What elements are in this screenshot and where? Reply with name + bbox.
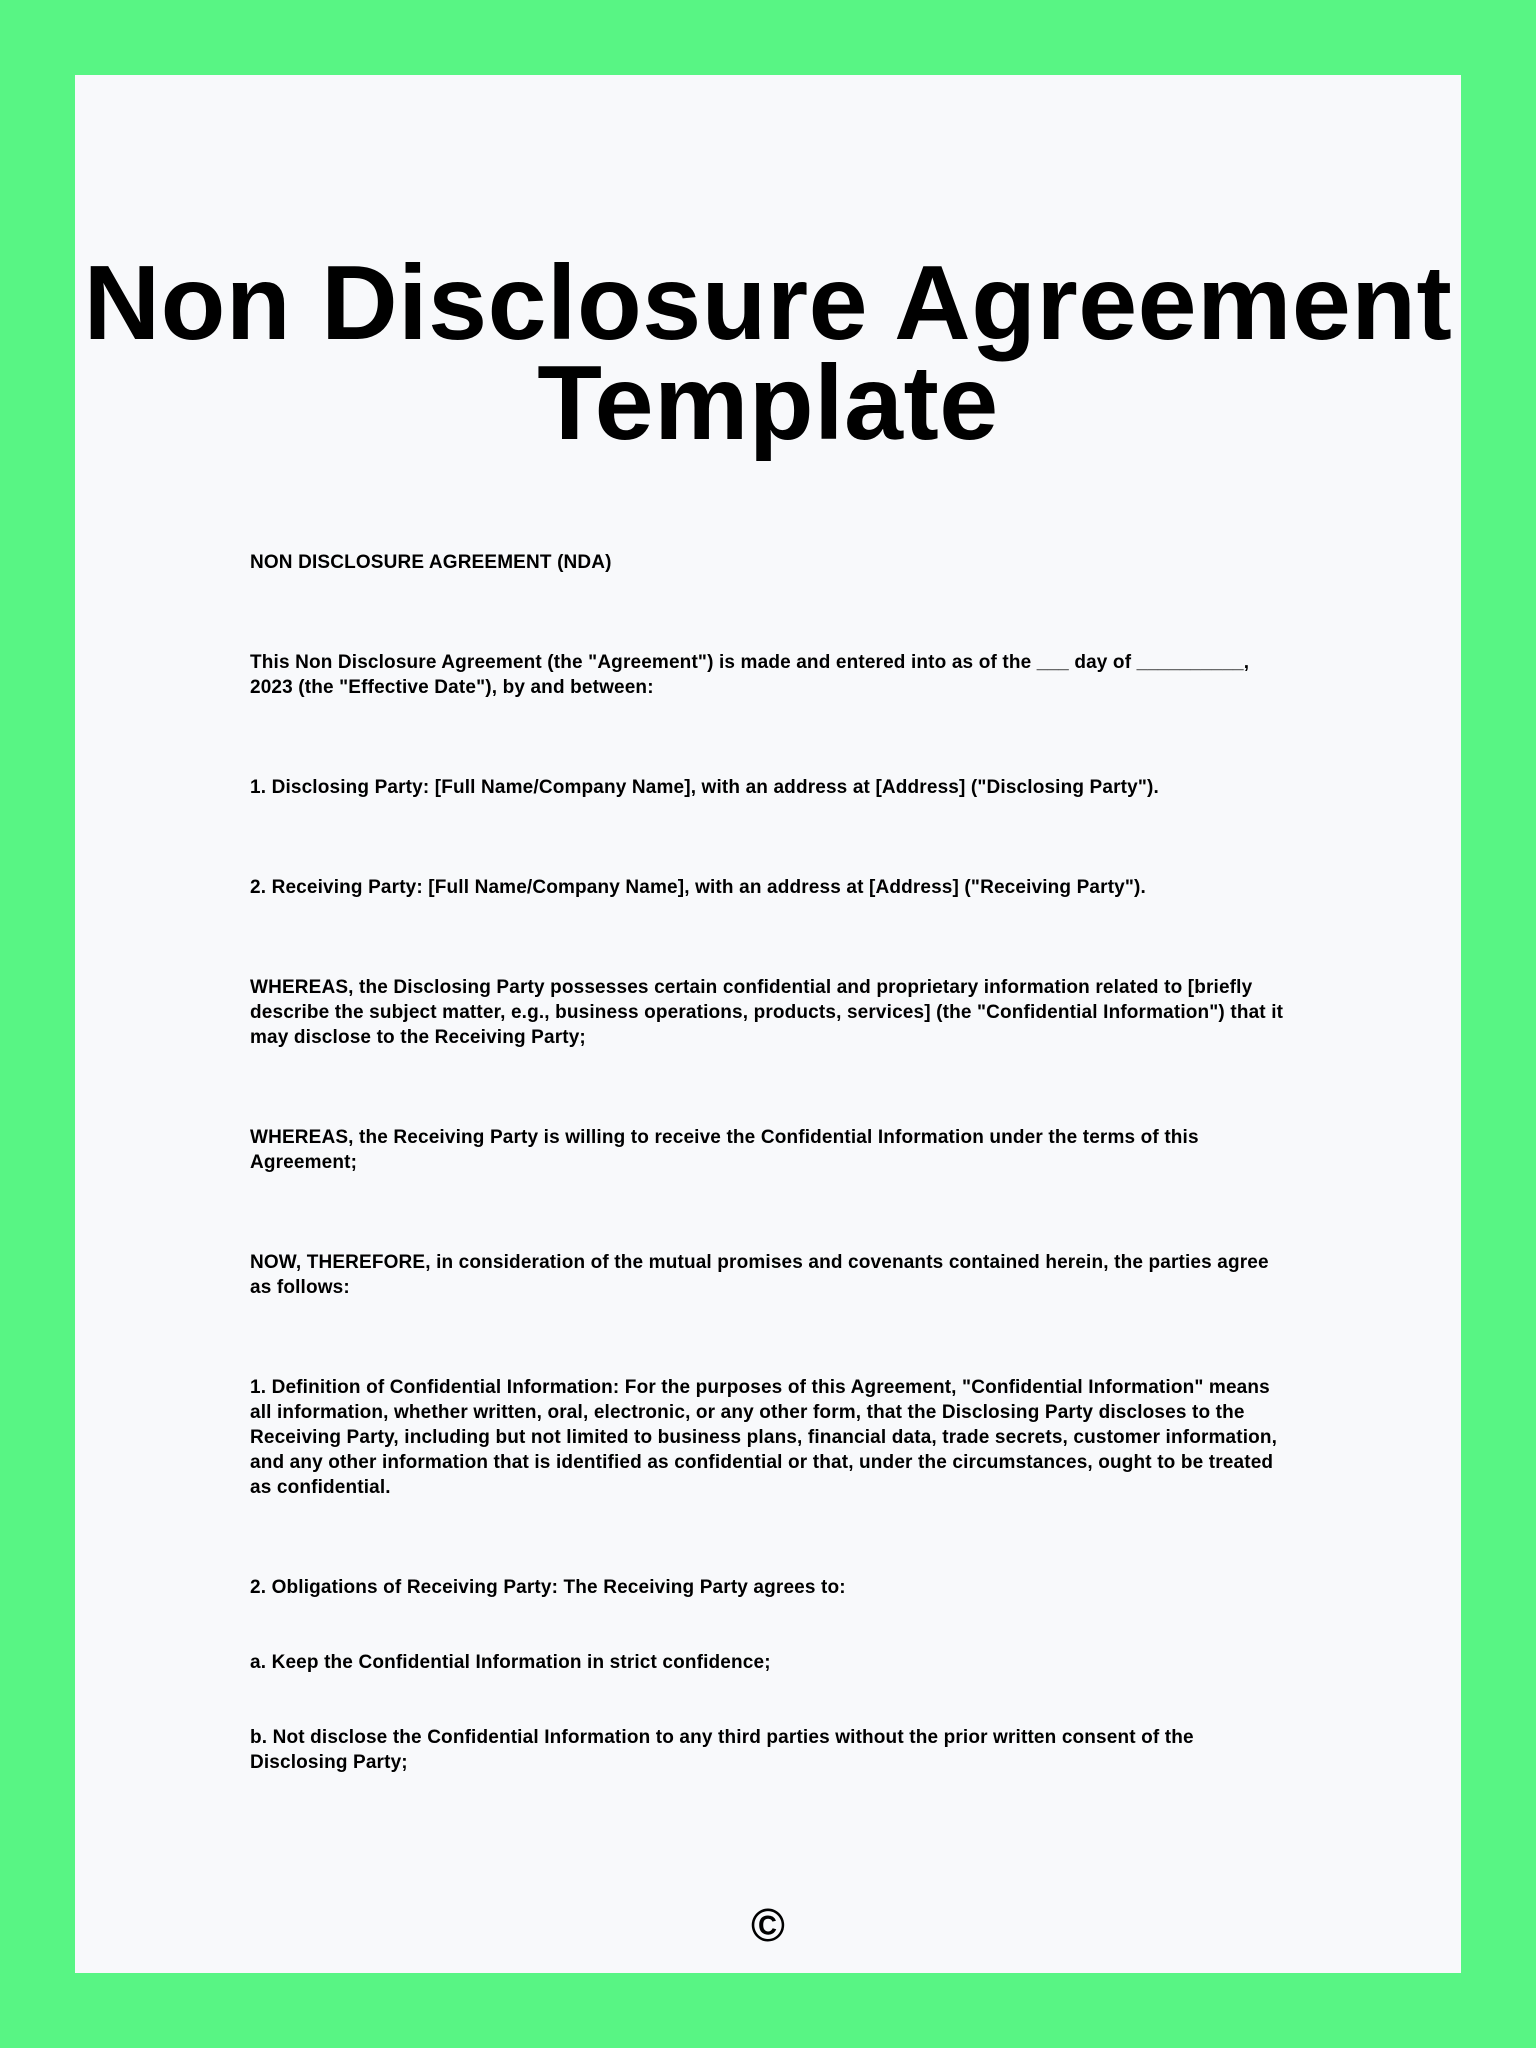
definition-clause: 1. Definition of Confidential Information: For the purposes of this Agreement, "Confidential Information" means all information, whether written, oral, electronic, or any other form, that the Disclosing Party discloses to the Receiving Party, including but not limited to business plans, financial data, trade secrets, customer information, and any other information that is identified as confidential or that, under the circumstances, ought to be treated as confidential.	[250, 1377, 1278, 1498]
document-title	[75, 244, 1461, 462]
whereas-clause-2: WHEREAS, the Receiving Party is willing to receive the Confidential Information under the terms of this Agreement;	[250, 1127, 1199, 1173]
obligations-clause: 2. Obligations of Receiving Party: The Receiving Party agrees to:	[250, 1577, 846, 1598]
document-title-line-2: Template	[537, 344, 999, 462]
now-therefore-clause: NOW, THEREFORE, in consideration of the mutual promises and covenants contained herein, the parties agree as follows:	[250, 1252, 1269, 1298]
copyright-icon: ©	[751, 1899, 785, 1951]
whereas-clause-1: WHEREAS, the Disclosing Party possesses certain confidential and proprietary information related to [briefly describe the subject matter, e.g., business operations, products, services] (the "Confidential Information") that it may disclose to the Receiving Party;	[250, 977, 1284, 1048]
agreement-intro: This Non Disclosure Agreement (the "Agreement") is made and entered into as of the ___ day of __________, 2023 (the "Effective Date"), by and between:	[250, 652, 1250, 698]
agreement-heading: NON DISCLOSURE AGREEMENT (NDA)	[250, 552, 612, 573]
document-title-line-1: Non Disclosure Agreement	[83, 244, 1453, 362]
document-page	[75, 75, 1461, 1973]
obligation-item-a: a. Keep the Confidential Information in strict confidence;	[250, 1652, 771, 1673]
obligation-item-b: b. Not disclose the Confidential Information to any third parties without the prior written consent of the Disclosing Party;	[250, 1727, 1194, 1773]
receiving-party-clause: 2. Receiving Party: [Full Name/Company Name], with an address at [Address] ("Receiving Party").	[250, 877, 1146, 898]
disclosing-party-clause: 1. Disclosing Party: [Full Name/Company Name], with an address at [Address] ("Disclosing Party").	[250, 777, 1159, 798]
